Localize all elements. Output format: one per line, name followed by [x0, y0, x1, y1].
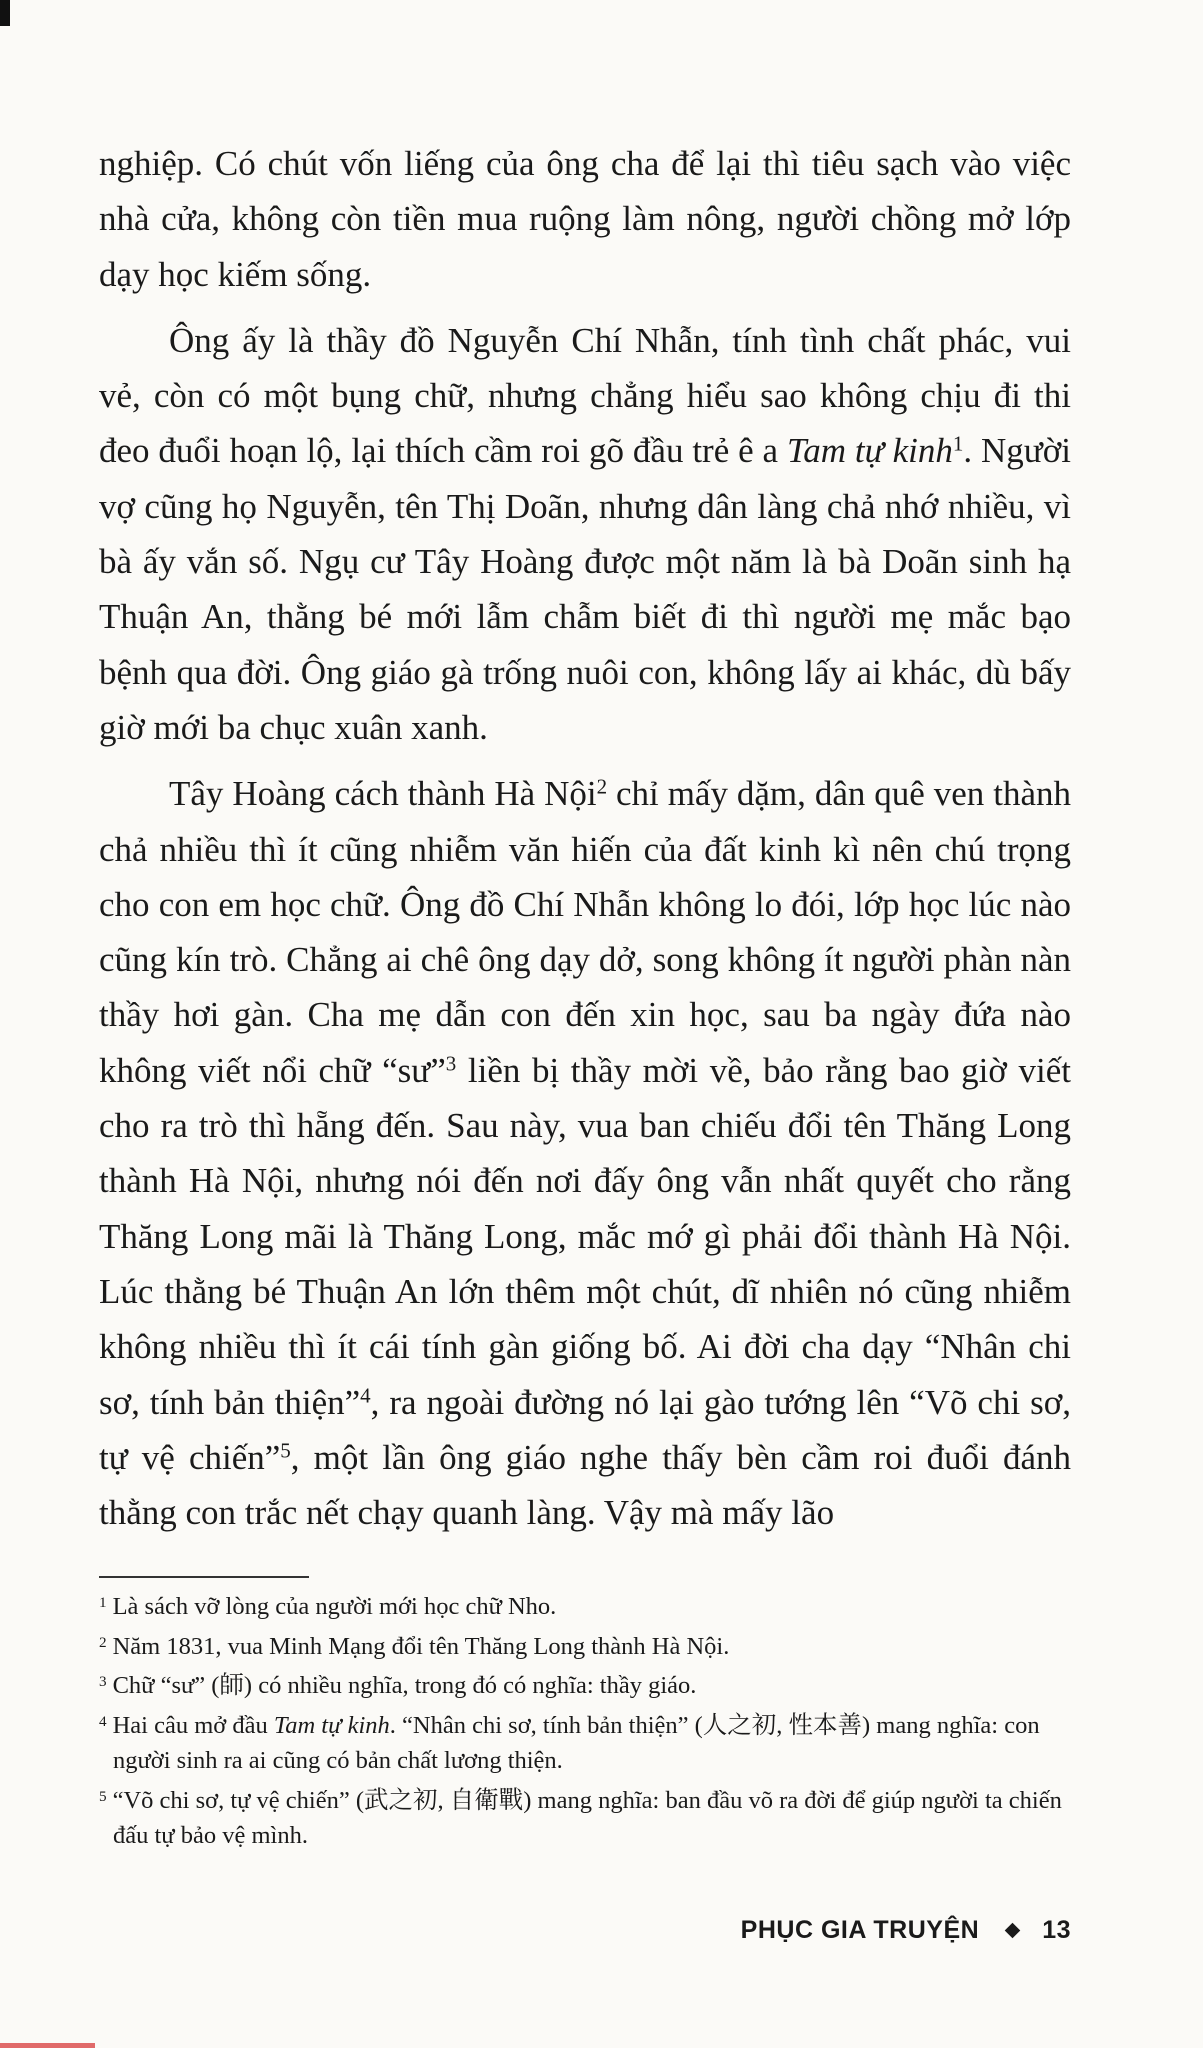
footnote-4-number: 4 [99, 1712, 107, 1730]
footnote-4-text-a: Hai câu mở đầu [112, 1711, 274, 1739]
paragraph-3-text-d: , ra ngoài đường nó lại gào tướng lên “Võ chi sơ, tự vệ chiến” [99, 1382, 1071, 1477]
page-body [99, 136, 1071, 1540]
paragraph-2 [99, 313, 1071, 755]
footnote-1 [99, 1585, 1071, 1625]
footnote-2-text: Năm 1831, vua Minh Mạng đổi tên Thăng Long thành Hà Nội. [112, 1632, 730, 1660]
paragraph-2-text-a: Ông ấy là thầy đồ Nguyễn Chí Nhẫn, tính tình chất phác, vui vẻ, còn có một bụng chữ, nhưng chẳng hiểu sao không chịu đi thi đeo đuổi hoạn lộ, lại thích cầm roi gõ đầu trẻ ê a [99, 320, 1071, 471]
footnote-5-number: 5 [99, 1787, 107, 1805]
paragraph-1-text: nghiệp. Có chút vốn liếng của ông cha để lại thì tiêu sạch vào việc nhà cửa, không còn tiền mua ruộng làm nông, người chồng mở lớp dạy học kiếm sống. [99, 144, 1071, 294]
footnotes [99, 1585, 1071, 1854]
paragraph-3 [99, 766, 1071, 1540]
book-title-italic: Tam tự kinh [786, 431, 953, 471]
paragraph-3-text-b: chỉ mấy dặm, dân quê ven thành chả nhiều thì ít cũng nhiễm văn hiến của đất kinh kì nên chú trọng cho con em học chữ. Ông đồ Chí Nhẫn không lo đói, lớp học lúc nào cũng kín trò. Chẳng ai chê ông dạy dở, song không ít người phàn nàn thầy hơi gàn. Cha mẹ dẫn con đến xin học, sau ba ngày đứa nào không viết nổi chữ “sư” [99, 774, 1072, 1090]
book-title: PHỤC GIA TRUYỆN [740, 1916, 980, 1944]
diamond-icon [1005, 1923, 1021, 1939]
footnote-3-text: Chữ “sư” (師) có nhiều nghĩa, trong đó có nghĩa: thầy giáo. [112, 1671, 697, 1699]
footnote-ref-1[interactable]: 1 [952, 431, 964, 456]
footnote-5 [99, 1779, 1071, 1854]
footnote-ref-5[interactable]: 5 [280, 1438, 291, 1463]
footnote-2 [99, 1625, 1071, 1665]
footnote-4-book-title: Tam tự kinh [273, 1711, 390, 1739]
page-number: 13 [1042, 1916, 1071, 1944]
running-footer [741, 1916, 1071, 1945]
footnote-3 [99, 1664, 1071, 1704]
paragraph-3-text-c: liền bị thầy mời về, bảo rằng bao giờ viết cho ra trò thì hẵng đến. Sau này, vua ban chiếu đổi tên Thăng Long thành Hà Nội, nhưng nói đến nơi đấy ông vẫn nhất quyết cho rằng Thăng Long mãi là Thăng Long, mắc mớ gì phải đổi thành Hà Nội. Lúc thằng bé Thuận An lớn thêm một chút, dĩ nhiên nó cũng nhiễm không nhiều thì ít cái tính gàn giống bố. Ai đời cha dạy “Nhân chi sơ, tính bản thiện” [99, 1050, 1072, 1422]
footnote-4 [99, 1704, 1071, 1779]
paragraph-3-text-a: Tây Hoàng cách thành Hà Nội [169, 774, 597, 814]
footnote-1-text: Là sách vỡ lòng của người mới học chữ Nho. [112, 1592, 557, 1620]
footnote-5-text: “Võ chi sơ, tự vệ chiến” (武之初, 自衛戰) mang nghĩa: ban đầu võ ra đời để giúp người ta chiến đấu tự bảo vệ mình. [112, 1786, 1062, 1850]
footnote-1-number: 1 [99, 1594, 107, 1611]
paragraph-3-text-e: , một lần ông giáo nghe thấy bèn cầm roi đuổi đánh thằng con trắc nết chạy quanh làng. Vậy mà mấy lão [99, 1437, 1071, 1533]
footnote-ref-2[interactable]: 2 [596, 774, 608, 799]
footnote-2-number: 2 [99, 1633, 107, 1651]
footnote-ref-3[interactable]: 3 [445, 1051, 457, 1076]
paragraph-2-text-b: . Người vợ cũng họ Nguyễn, tên Thị Doãn, nhưng dân làng chả nhớ nhiều, vì bà ấy vắn số. Ngụ cư Tây Hoàng được một năm là bà Doãn sinh hạ Thuận An, thằng bé mới lẫm chẫm biết đi thì người mẹ mắc bạo bệnh qua đời. Ông giáo gà trống nuôi con, không lấy ai khác, dù bấy giờ mới ba chục xuân xanh. [99, 431, 1071, 747]
footnote-divider [99, 1576, 309, 1578]
footnote-4-text-b: . “Nhân chi sơ, tính bản thiện” (人之初, 性本善) mang nghĩa: con người sinh ra ai cũng có bản chất lương thiện. [113, 1711, 1040, 1775]
paragraph-1 [99, 136, 1071, 302]
footnote-ref-4[interactable]: 4 [360, 1382, 371, 1407]
footnote-3-number: 3 [99, 1673, 107, 1691]
page-edge-mark [0, 2043, 95, 2048]
corner-mark [0, 0, 10, 26]
